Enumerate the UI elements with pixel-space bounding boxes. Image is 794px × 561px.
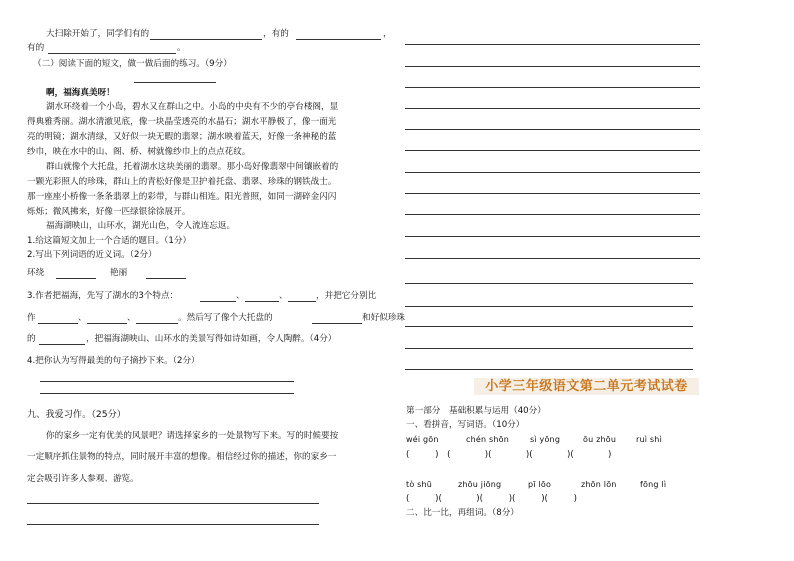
pinyin-word: chén shōn [466,435,510,444]
answer-line[interactable] [39,344,85,345]
question-4: 4.把你认为写得最美的句子摘抄下来。（2分） [27,356,200,366]
question-3-part-1: 3.作者把福海，先写了湖水的3个特点： [27,291,179,301]
answer-line[interactable] [56,278,96,279]
intro-comma: ， [383,29,392,39]
question-3-part-2: ，并把它分别比 [316,291,377,301]
pinyin-word: wéi gōn [406,435,439,444]
section2-heading: （二）阅读下面的短文，做一做后面的练习。（9分） [33,59,232,69]
pinyin-word: zhōu jiōng [458,480,502,489]
pinyin-word: fōng lì [640,480,667,489]
question-3-part-7: ，把福海湖映山、山环水的美景写得如诗如画，令人陶醉。（4分） [86,334,337,344]
answer-line[interactable] [245,301,279,302]
passage-line: 亮的明镜；湖水清绿，又好似一块无暇的翡翠；湖水映着蓝天，好像一条神秘的蓝 [27,132,337,142]
separator: 、 [236,291,245,301]
question-1: 1.给这篇短文加上一个合适的题目。（1分） [27,236,192,246]
essay-line[interactable] [405,150,700,151]
answer-brackets-row-2[interactable]: ( )( )( )( )( ) [406,494,578,504]
essay-line[interactable] [405,348,693,349]
essay-line[interactable] [405,129,700,130]
answer-line[interactable] [312,323,362,324]
separator: 、 [78,313,87,323]
essay-line[interactable] [405,44,700,45]
essay-line[interactable] [405,258,700,259]
intro-period: 。 [177,43,186,53]
passage-line: 湖水环绕着一个小岛，碧水又在群山之中。小岛的中央有不少的亭台楼阁，显 [46,102,339,112]
essay-line[interactable] [405,214,700,215]
question-3-part-3: 作 [27,313,36,323]
essay-line[interactable] [405,87,700,88]
answer-line[interactable] [87,323,127,324]
essay-line[interactable] [405,326,693,327]
pinyin-word: ruì shì [636,435,662,444]
section9-heading: 九、我爱习作。（25分） [27,409,126,420]
answer-line[interactable] [296,39,381,40]
answer-line[interactable] [146,278,186,279]
essay-prompt-line: 你的家乡一定有优美的风景吧？请选择家乡的一处景物写下来。写的时候要按 [46,431,339,441]
answer-line[interactable] [288,301,316,302]
intro-text-1: 大扫除开始了，同学们有的 [46,29,150,39]
essay-line[interactable] [405,306,693,307]
intro-text-2: ，有的 [263,29,289,39]
passage-line: 那一座座小桥像一条条翡翠上的彩带，与群山相连。阳光普照，如同一湖碎金闪闪 [27,192,337,202]
essay-prompt-line: 一定顺序抓住景物的特点，同时展开丰富的想像。相信经过你的描述，你的家乡一 [27,452,337,462]
answer-line[interactable] [136,323,178,324]
answer-line[interactable] [40,393,294,394]
essay-line[interactable] [405,369,693,370]
question-1-heading: 一、看拼音，写词语。（10分） [406,420,525,430]
essay-line[interactable] [27,503,319,504]
essay-line[interactable] [405,108,700,109]
essay-line[interactable] [405,172,700,173]
answer-line[interactable] [150,39,262,40]
passage-title: 啊，福海真美呀！ [46,88,115,98]
title-answer-line[interactable] [134,82,216,83]
passage-line: 得典雅秀丽。湖水清澈见底，像一块晶莹透亮的水晶石；湖水平静极了，像一面光 [27,117,337,127]
exam-title: 小学三年级语文第二单元考试试卷 [474,378,699,395]
pinyin-word: sì yōng [530,435,561,444]
question-3-part-5: 和好似珍珠 [362,313,405,323]
passage-line: 福海湖映山，山环水，湖光山色，令人流连忘返。 [46,221,236,231]
answer-line[interactable] [40,381,294,382]
essay-prompt-line: 定会吸引许多人参观、游览。 [27,474,139,484]
essay-line[interactable] [405,193,700,194]
essay-line[interactable] [405,236,700,237]
passage-line: 群山就像个大托盘，托着湖水这块美丽的翡翠。那小岛好像翡翠中间镶嵌着的 [46,162,339,172]
pinyin-word: zhōn lōn [581,480,617,489]
question-2: 2.写出下列词语的近义词。（2分） [27,250,157,260]
answer-brackets-row-1[interactable]: ( ) ( )( )( )( ) [406,450,612,460]
answer-line[interactable] [38,323,78,324]
intro-text-3: 有的 [27,43,45,53]
passage-line: 一颗光彩照人的珍珠，群山上的青松好像是卫护着托盘、翡翠、珍珠的钢铁战士。 [27,177,337,187]
essay-line[interactable] [405,66,700,67]
pinyin-word: tò shū [406,480,433,489]
synonym-word-1: 环绕 [27,268,45,278]
answer-line[interactable] [48,53,176,54]
separator: 、 [127,313,136,323]
pinyin-word: pī lōo [528,480,552,489]
pinyin-word: ōu zhōu [583,435,617,444]
passage-line: 纱巾，映在水中的山、阁、桥、树就像纱巾上的点点花纹。 [27,147,251,157]
question-3-part-4: 。然后写了像个大托盘的 [178,313,273,323]
part1-heading: 第一部分 基础积累与运用（40分） [406,406,546,416]
passage-line: 烁烁；微风拂来，好像一匹绿银徐徐展开。 [27,207,191,217]
question-3-part-6: 的 [27,334,36,344]
answer-line[interactable] [200,301,236,302]
essay-line[interactable] [405,283,693,284]
separator: 、 [279,291,288,301]
synonym-word-2: 艳丽 [110,268,128,278]
question-2-heading: 二、比一比，再组词。（8分） [406,508,519,518]
essay-line[interactable] [27,524,319,525]
